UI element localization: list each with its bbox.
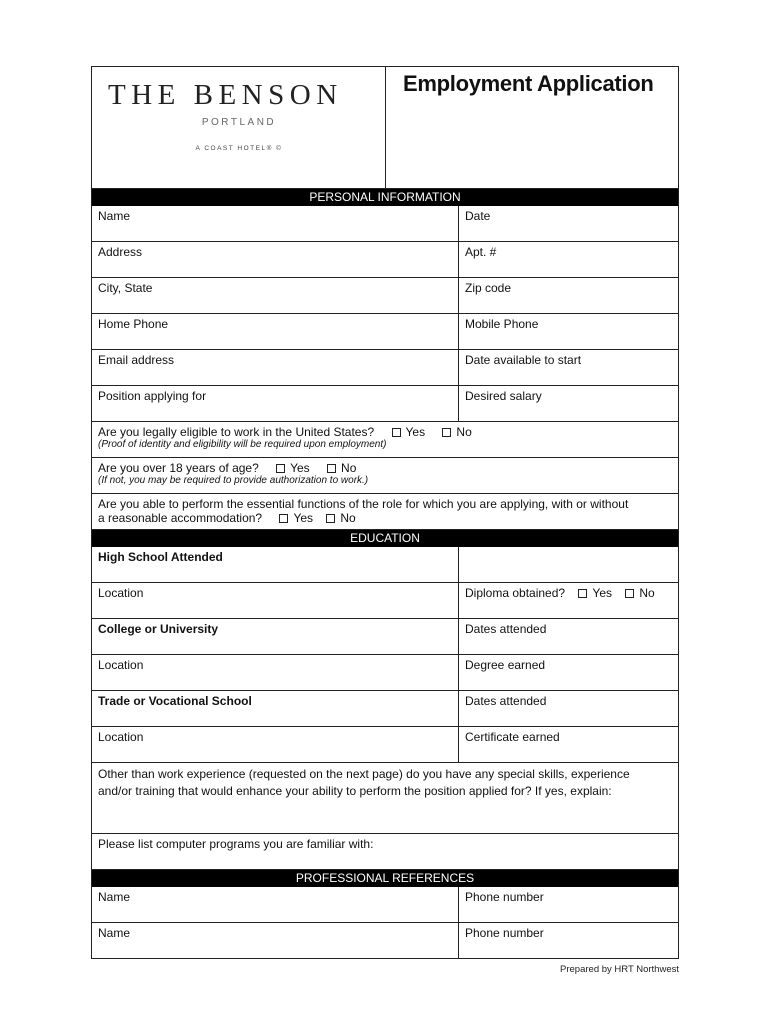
yes-label: Yes [405,425,426,439]
functions-yes-checkbox[interactable] [279,514,288,523]
employment-application-form [91,66,679,959]
home-phone-field[interactable]: Home Phone [92,314,459,349]
form-row-programs [92,834,678,870]
no-label: No [341,461,357,475]
college-field[interactable]: College or University [92,619,459,654]
no-label: No [639,586,655,600]
functions-no-checkbox[interactable] [326,514,335,523]
form-row-college [92,619,678,655]
diploma-question: Diploma obtained? [465,586,566,600]
form-title: Employment Application [403,71,654,96]
date-field[interactable]: Date [465,209,491,223]
form-row-city [92,278,678,314]
functions-question-line-1: Are you able to perform the essential functions of the role for which you are applying, with or without [98,497,629,511]
form-row-high-school-location [92,583,678,619]
section-personal-information: PERSONAL INFORMATION [92,189,678,206]
certificate-field[interactable]: Certificate earned [465,730,560,744]
yes-label: Yes [293,511,314,525]
age-question: Are you over 18 years of age? [98,461,259,475]
diploma-yes-checkbox[interactable] [578,589,587,598]
yes-label: Yes [290,461,310,475]
college-location-field[interactable]: Location [92,655,459,690]
no-label: No [340,511,356,525]
age-note: (If not, you may be required to provide authorization to work.) [98,475,369,486]
age-no-checkbox[interactable] [327,464,336,473]
form-row-name [92,206,678,242]
form-row-high-school [92,547,678,583]
reference-2-phone-field[interactable]: Phone number [465,926,544,940]
form-row-position [92,386,678,422]
form-row-trade-school [92,691,678,727]
eligibility-note: (Proof of identity and eligibility will be required upon employment) [98,439,387,450]
form-row-college-location [92,655,678,691]
diploma-no-checkbox[interactable] [625,589,634,598]
college-dates-field[interactable]: Dates attended [465,622,547,636]
question-age [92,458,678,494]
form-row-email [92,350,678,386]
mobile-phone-field[interactable]: Mobile Phone [465,317,539,331]
hotel-logo [92,67,386,188]
trade-dates-field[interactable]: Dates attended [465,694,547,708]
position-field[interactable]: Position applying for [92,386,459,421]
functions-question-line-2: a reasonable accommodation? [98,511,263,525]
trade-school-field[interactable]: Trade or Vocational School [92,691,459,726]
section-education: EDUCATION [92,530,678,547]
apt-field[interactable]: Apt. # [465,245,497,259]
form-row-reference-1 [92,887,678,923]
name-field[interactable]: Name [92,206,459,241]
skills-question-line-1: Other than work experience (requested on the next page) do you have any special skills, experience [98,767,630,781]
eligibility-question: Are you legally eligible to work in the United States? [98,425,375,439]
section-professional-references: PROFESSIONAL REFERENCES [92,870,678,887]
skills-question-line-2: and/or training that would enhance your ability to perform the position applied for? If yes, explain: [98,784,612,798]
high-school-location-field[interactable]: Location [92,583,459,618]
eligibility-yes-checkbox[interactable] [392,428,401,437]
degree-field[interactable]: Degree earned [465,658,546,672]
age-yes-checkbox[interactable] [276,464,285,473]
footer-credit: Prepared by HRT Northwest [560,964,679,975]
logo-city: PORTLAND [201,117,277,128]
form-row-phone [92,314,678,350]
trade-location-field[interactable]: Location [92,727,459,762]
skills-field[interactable] [92,763,678,833]
salary-field[interactable]: Desired salary [465,389,542,403]
email-field[interactable]: Email address [92,350,459,385]
question-eligibility [92,422,678,458]
address-field[interactable]: Address [92,242,459,277]
question-essential-functions [92,494,678,530]
yes-label: Yes [592,586,612,600]
reference-1-phone-field[interactable]: Phone number [465,890,544,904]
logo-tagline: A COAST HOTEL® © [195,145,283,152]
city-state-field[interactable]: City, State [92,278,459,313]
reference-1-name-field[interactable]: Name [92,887,459,922]
high-school-field[interactable]: High School Attended [92,547,459,582]
computer-programs-field[interactable]: Please list computer programs you are familiar with: [98,837,374,851]
form-header [92,67,678,189]
reference-2-name-field[interactable]: Name [92,923,459,958]
form-row-address [92,242,678,278]
eligibility-no-checkbox[interactable] [442,428,451,437]
no-label: No [456,425,472,439]
form-row-reference-2 [92,923,678,958]
start-date-field[interactable]: Date available to start [465,353,582,367]
logo-brand: THE BENSON [108,79,343,111]
form-row-skills [92,763,678,834]
zip-code-field[interactable]: Zip code [465,281,512,295]
form-row-trade-location [92,727,678,763]
high-school-extra-field[interactable] [459,547,678,582]
